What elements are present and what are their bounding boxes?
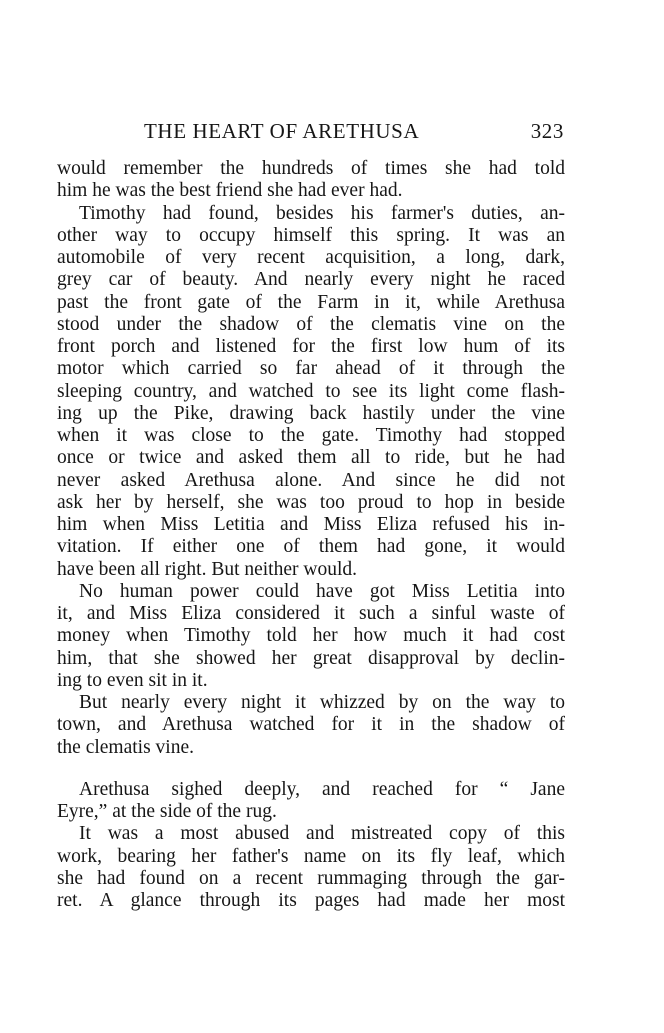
text-line: ing up the Pike, drawing back hastily under the vine xyxy=(57,402,565,424)
text-line: it, and Miss Eliza considered it such a sinful waste of xyxy=(57,603,565,624)
text-line: ing to even sit in it. xyxy=(57,669,208,691)
text-line: once or twice and asked them all to ride, but he had xyxy=(57,447,565,469)
text-line: Eyre,” at the side of the rug. xyxy=(57,801,277,822)
text-line: the clematis vine. xyxy=(57,736,194,758)
text-line: No human power could have got Miss Letitia into xyxy=(79,580,565,602)
text-line: money when Timothy told her how much it had cost xyxy=(57,625,565,647)
text-line: motor which carried so far ahead of it through the xyxy=(57,358,565,380)
text-line: grey car of beauty. And nearly every night he raced xyxy=(57,269,565,291)
text-line: ask her by herself, she was too proud to hop in beside xyxy=(57,491,565,513)
text-line: ret. A glance through its pages had made her most xyxy=(57,890,565,911)
text-line: sleeping country, and watched to see its light come flash- xyxy=(57,380,565,402)
text-line: Timothy had found, besides his farmer's duties, an- xyxy=(79,202,565,224)
text-line: work, bearing her father's name on its fly leaf, which xyxy=(57,845,565,867)
text-line: would remember the hundreds of times she had told xyxy=(57,158,565,179)
text-line: never asked Arethusa alone. And since he did not xyxy=(57,469,565,491)
text-line: him when Miss Letitia and Miss Eliza refused his in- xyxy=(57,514,565,535)
text-line: him he was the best friend she had ever had. xyxy=(57,180,403,202)
text-line: past the front gate of the Farm in it, while Arethusa xyxy=(57,291,565,313)
text-line: front porch and listened for the first low hum of its xyxy=(57,336,565,357)
text-line: have been all right. But neither would. xyxy=(57,558,358,580)
text-line: when it was close to the gate. Timothy had stopped xyxy=(57,425,565,446)
text-line: she had found on a recent rummaging through the gar- xyxy=(57,867,565,889)
text-line: him, that she showed her great disapproval by declin- xyxy=(57,647,565,669)
section-break xyxy=(57,759,565,779)
text-line: vitation. If either one of them had gone, it would xyxy=(57,536,565,558)
running-head xyxy=(144,117,564,145)
page-number: 323 xyxy=(530,119,564,143)
text-line: stood under the shadow of the clematis vine on the xyxy=(57,313,565,335)
text-line: Arethusa sighed deeply, and reached for “ Jane xyxy=(79,778,565,800)
body-text xyxy=(57,158,565,912)
text-line: It was a most abused and mistreated copy of this xyxy=(79,823,565,845)
text-line: automobile of very recent acquisition, a long, dark, xyxy=(57,247,565,268)
text-line: town, and Arethusa watched for it in the shadow of xyxy=(57,714,565,736)
running-head-title: THE HEART OF ARETHUSA xyxy=(144,119,420,143)
text-line: But nearly every night it whizzed by on the way to xyxy=(79,692,565,713)
text-line: other way to occupy himself this spring. It was an xyxy=(57,224,565,246)
